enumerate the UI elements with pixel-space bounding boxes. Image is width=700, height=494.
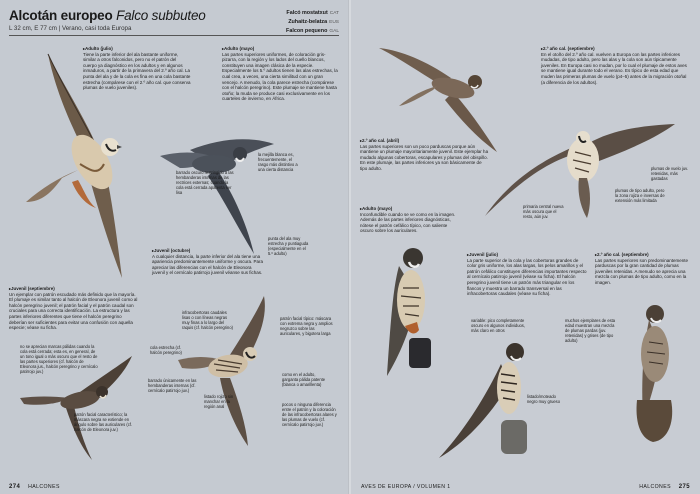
note-bill-variable: variable: pico completamente oscuro en algunos individuos, más claro en otros — [471, 318, 525, 333]
hobby-2cy-underside-illustration — [479, 120, 679, 220]
note-facial-pattern: patrón facial típico: máscara con extrema negra y amplios negruzco sobre las auriculares, y bigotera larga — [280, 316, 333, 336]
note-facial-pattern-juv: patrón facial característico; la máscara negra se extiende en ángulo sobre las auriculares (cf. halcón de Eleonora juv.) — [74, 412, 133, 432]
note-undertail-coverts: infracobertoras caudales lisas o con líneas negras muy finas a lo largo del raquis (cf. halcón peregrino) — [182, 310, 233, 330]
scientific-name: Falco subbuteo — [116, 8, 206, 23]
right-footer-right — [639, 484, 690, 490]
left-page — [0, 0, 349, 494]
text-adult-may: ▸ Adulto (mayo) Las partes superiores uniformes, de coloración gris-pizarra, con la región y los lados del cuello blancos, constituyen una imagen clásica de la especie. Especialmente los 5.º adultos tienen las alas estrechas, la cual crea, a veces, una cierta similitud con un gran vencejo. A menudo, la cola parece estrecha (compárese con el halcón peregrino). Este plumaje se mantiene hasta otoño; la muda se produce casi exclusivamente en los cuarteles de invierno, en África. — [222, 46, 340, 102]
note-mixed-feathers: muchos ejemplares de esta edad muestran una mezcla de plumas pardas (juv. retenidas) y grises (de tipo adulto) — [565, 318, 616, 343]
regional-name-eus: Zuhaitz-belatza EUS — [288, 19, 339, 25]
page-number-left: 274 — [9, 484, 21, 490]
common-name: Alcotán europeo — [9, 8, 113, 23]
note-rufous-streaks: listado rojizo sin manchar en la región anal — [204, 394, 234, 409]
species-title — [9, 8, 206, 23]
section-label-right: HALCONES — [639, 484, 671, 490]
text-adult-may-right: ▸ Adulto (mayo) Inconfundible cuando se ve como en la imagen. Además de las partes inferiores diagnósticas, nótese el patrón cefálico típico, con saliente oscuro sobre los auriculares. — [360, 206, 460, 234]
regional-name-cat: Falcó mostatxut CAT — [286, 10, 339, 16]
text-juvenile-october: ▸ Juvenil (octubre) A cualquier distancia, la parte inferior del ala tiene una apariencia predominantemente uniforme y oscura. Para apreciar las diferencias con el halcón de Eleonora juvenil y el cernícalo patirrojo juvenil véanse sus fichas. — [152, 248, 264, 276]
text-juvenile-september: ▸ Juvenil (septiembre) Un ejemplar con patrón escudado más definido que la mayoría. El plumaje es similar tanto al halcón de Eleonora juvenil como al halcón peregrino juvenil; el patrón facial y el patrón caudal son cruciales para una correcta identificación. La estructura y las partes inferiores diferentes que tiene el halcón peregrino deberían ser suficientes para evitar una confusión con aquella especie; véase su ficha. — [9, 286, 139, 331]
right-page — [351, 0, 700, 494]
note-tail-barring: barrado oscuro restringido a las hembanderas internas de las rectrices externas; cuando la cola está cerrada aparenta ser lisa — [176, 170, 234, 195]
title-divider — [9, 35, 339, 36]
note-wingtip: punta del ala muy estrecha y puntiaguda (especialmente en el 5.º adulto) — [268, 236, 309, 256]
hobby-2cy-perched-illustration — [613, 300, 693, 444]
note-heavy-streaking: listado/moteado negro muy grueso — [527, 394, 560, 404]
left-footer — [9, 484, 60, 490]
text-2cy-september-perched: ▸ 2.º año cal. (septiembre) Las partes superiores son predominantemente parduscas por la gran cantidad de plumas juveniles retenidas. A menudo se aprecia una mezcla con plumas de tipo adulto, como en la imagen. — [595, 252, 691, 286]
note-inner-web-barring: barrado únicamente en las hembanderas internas (cf. cernícalo patirrojo juv.) — [148, 378, 197, 393]
text-adult-july: ▸ Adulto (julio) Tiene la parte inferior del ala bastante uniforme, similar a otros falconidos, pero no el patrón del cuerpo ya diagnóstico en los adultos y en algunos inmaduros, a partir de la primavera del 2.º año cal. La punta del ala y de la cola es fina en una cola bastante estrecha (compárese con el 2.º año cal. que conserva plumas de vuelo juveniles). — [83, 46, 191, 91]
species-measurements: L 32 cm, E 77 cm | Verano, casi toda Europa — [9, 25, 132, 32]
page-number-right: 275 — [678, 484, 690, 490]
text-2cy-september: ▸ 2.º año cal. (septiembre) En el otoño del 2.º año cal. vuelven a Europa con las partes inferiores mudadas, de tipo adulto, pero las alas y la cola son aún típicamente juveniles. En Europa casi no mudan, por lo cual el plumaje de estos aves se mantiene igual durante todo el verano. Es típico de esta edad que muden las primeras plumas de vuelo (p4–5) antes de la migración otoñal (a diferencia de los adultos). — [541, 46, 691, 85]
note-adult-type-feathers: plumas de tipo adulto, pero la zona rojiza e inversas de extensión más limitada — [615, 188, 665, 203]
note-new-central-primary: primaria central nueva más oscura que el resto, aún juv. — [523, 204, 564, 219]
note-retained-flight-feathers: plumas de vuelo juv. retenidas, más gastadas — [651, 166, 689, 181]
book-volume: VOLUMEN 1 — [416, 484, 451, 490]
note-narrow-tail: cola estrecha (cf. halcón peregrino) — [150, 345, 182, 355]
section-label-left: HALCONES — [28, 484, 60, 490]
text-2cy-april: ▸ 2.º año cal. (abril) Las partes superiores son un poco parduscas porque aún mantiene un plumaje mayoritariamente juvenil. Este ejemplar ha mudado algunas cobertoras, escapulares y plumas del obispillo. En este plumaje, las partes inferiores ya son básicamente de tipo adulto. — [360, 138, 490, 172]
note-pale-throat: como en el adulto, garganta pálida patente (blanca o amarillenta) — [282, 372, 326, 387]
text-juvenile-july: ▸ Juvenil (julio) La parte superior de la cola y las cobertoras grandes de color gris uniforme, los alas largas, los pelos amarillos y el patrón cefálico constituyen diferencias importantes respecto al cernícalo patirrojo juvenil (véase su ficha). El halcón peregrino juvenil tiene un patrón más triangular en los flancos y muestra un barrado transversal en las infracobertoras caudales (véase su ficha). — [467, 252, 589, 297]
regional-name-gal: Falcon pequeno GAL — [286, 28, 339, 34]
hobby-adult-underside-illustration — [22, 52, 134, 280]
regional-names — [286, 9, 339, 36]
note-white-cheek: la mejilla blanca es, frecuentemente, el rasgo más distintivo a una cierta distancia — [258, 152, 298, 172]
book-title: AVES DE EUROPA — [361, 484, 412, 490]
note-tail-no-pale-marks: no se aprecian marcas pálidas cuando la cola está cerrada; esta es, en general, de un tono igual o más oscuro que el resto de las partes superiores (cf. halcón de Eleonora jus., halcón peregrino y cernícalo patirrojo juv.) — [20, 344, 98, 374]
right-footer-left: AVES DE EUROPA / VOLUMEN 1 — [361, 484, 451, 490]
note-underwing-uniform: pocos o ninguna diferencia entre el patrón y la coloración de las infracobertoras alares y las plumas de vuelo (cf. cernícalo patirrojo juv.) — [282, 402, 337, 427]
